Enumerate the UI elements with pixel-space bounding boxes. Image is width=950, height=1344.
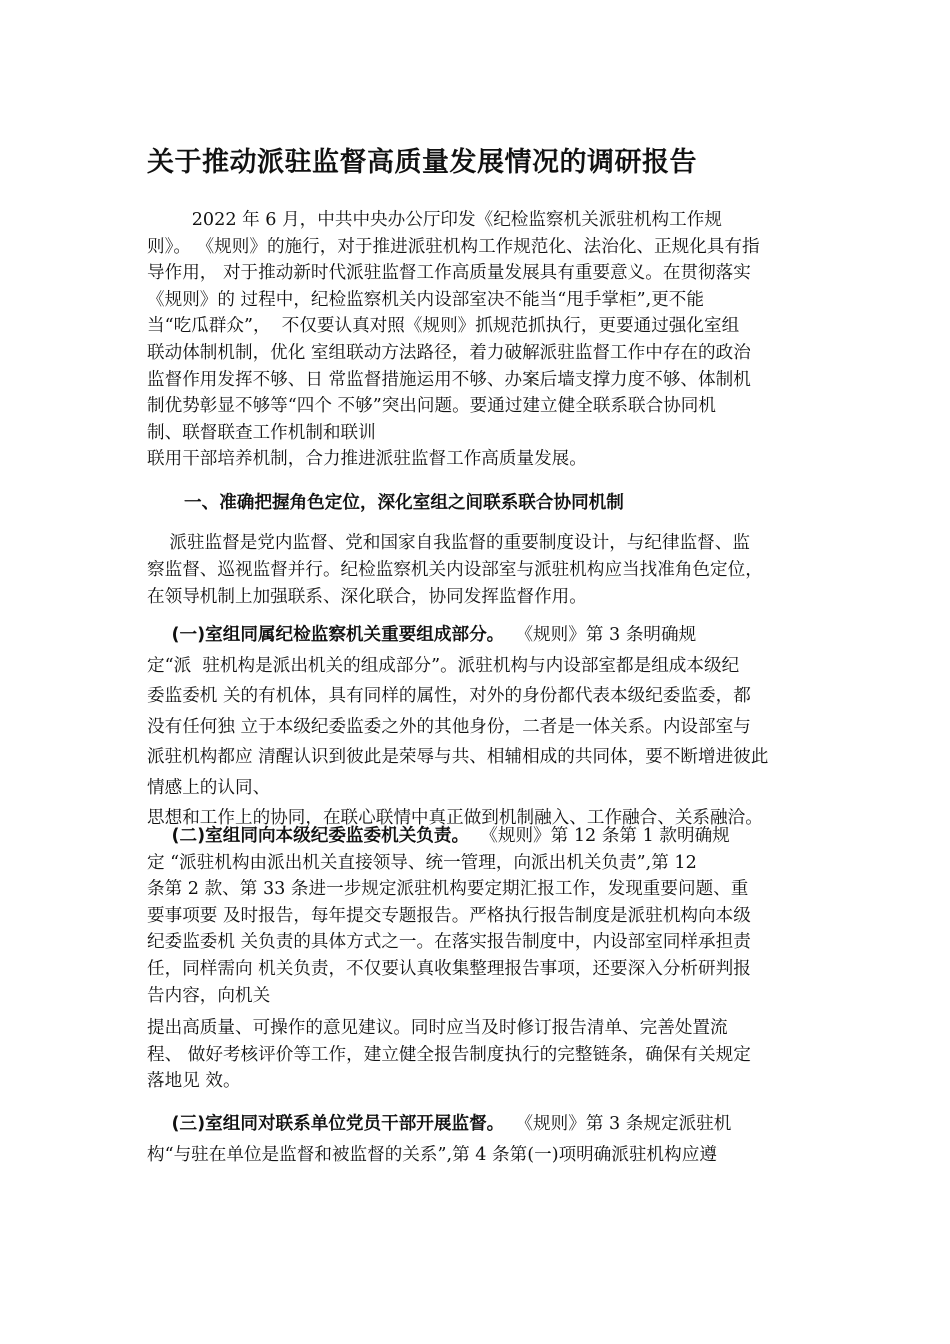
- intro-paragraph: [147, 207, 813, 473]
- text-line: 任，同样需向 机关负责，不仅要认真收集整理报告事项，还要深入分析研判报: [147, 958, 751, 979]
- subsection-2: [147, 823, 813, 1009]
- text-line: 落地见 效。: [147, 1071, 241, 1092]
- report-title: 关于推动派驻监督高质量发展情况的调研报告: [147, 147, 697, 178]
- text-line: 条第 2 款、第 33 条进一步规定派驻机构要定期汇报工作，发现重要问题、重: [147, 879, 749, 900]
- text-line: 派驻监督是党内监督、党和国家自我监督的重要制度设计，与纪律监督、监: [147, 533, 750, 553]
- text-span: 《规则》第 3 条规定派驻机: [504, 1114, 732, 1134]
- text-line: 定“派 驻机构是派出机关的组成部分”。派驻机构与内设部室都是组成本级纪: [147, 655, 740, 676]
- text-line: 《规则》的 过程中，纪检监察机关内设部室决不能当“甩手掌柜”,更不能: [147, 289, 704, 310]
- subsection-3: [147, 1109, 813, 1170]
- text-line: 在领导机制上加强联系、深化联合，协同发挥监督作用。: [147, 587, 587, 607]
- text-line: 委监委机 关的有机体，具有同样的属性，对外的身份都代表本级纪委监委，都: [147, 686, 751, 706]
- text-line: 思想和工作上的协同，在联心联情中真正做到机制融入、工作融合、关系融洽。: [147, 808, 763, 828]
- text-line: 程、 做好考核评价等工作，建立健全报告制度执行的完整链条，确保有关规定: [147, 1044, 751, 1065]
- subsection-first-line: [147, 620, 813, 651]
- text-line: 联动体制机制，优化 室组联动方法路径，着力破解派驻监督工作中存在的政治: [147, 342, 751, 363]
- subsection-heading: (三)室组同对联系单位党员干部开展监督。: [147, 1114, 505, 1134]
- text-line: 则》。 《规则》的施行，对于推进派驻机构工作规范化、法治化、正规化具有指: [147, 236, 760, 257]
- text-line: 提出高质量、可操作的意见建议。同时应当及时修订报告清单、完善处置流: [147, 1018, 728, 1038]
- text-line: 没有任何独 立于本级纪委监委之外的其他身份，二者是一体关系。内设部室与: [147, 716, 751, 737]
- text-line: 察监督、巡视监督并行。纪检监察机关内设部室与派驻机构应当找准角色定位，: [147, 560, 763, 580]
- text-line: 情感上的认同、: [147, 777, 271, 798]
- text-line: 当“吃瓜群众”， 不仅要认真对照《规则》抓规范抓执行，更要通过强化室组: [147, 316, 740, 337]
- subsection-1: [147, 620, 813, 834]
- subsection-first-line: [147, 823, 813, 850]
- subsection-2-continued: [147, 1015, 813, 1095]
- text-line: 导作用， 对于推动新时代派驻监督工作高质量发展具有重要意义。在贯彻落实: [147, 263, 751, 284]
- text-span: 《规则》第 3 条明确规: [504, 625, 697, 645]
- subsection-heading: (一)室组同属纪检监察机关重要组成部分。: [147, 625, 505, 645]
- text-line: 定 “派驻机构由派出机关直接领导、统一管理，向派出机关负责”,第 12: [147, 852, 697, 873]
- text-line: 制优势彰显不够等“四个 不够”突出问题。要通过建立健全联系联合协同机: [147, 396, 716, 417]
- text-line: 2022 年 6 月，中共中央办公厅印发《纪检监察机关派驻机构工作规: [147, 210, 722, 230]
- text-line: 制、联督联查工作机制和联训: [147, 422, 376, 443]
- text-line: 监督作用发挥不够、日 常监督措施运用不够、办案后墙支撑力度不够、体制机: [147, 369, 751, 390]
- subsection-first-line: [147, 1109, 813, 1140]
- text-line: 纪委监委机 关负责的具体方式之一。在落实报告制度中，内设部室同样承担责: [147, 932, 751, 953]
- section-heading: 一、准确把握角色定位，深化室组之间联系联合协同机制: [184, 493, 624, 513]
- text-line: 要事项要 及时报告，每年提交专题报告。严格执行报告制度是派驻机构向本级: [147, 905, 751, 926]
- text-span: 《规则》第 12 条第 1 款明确规: [469, 826, 730, 846]
- section1-paragraph: [147, 530, 813, 611]
- text-line: 联用干部培养机制，合力推进派驻监督工作高质量发展。: [147, 449, 587, 470]
- text-line: 构“与驻在单位是监督和被监督的关系”,第 4 条第(一)项明确派驻机构应遵: [147, 1144, 717, 1165]
- text-line: 告内容，向机关: [147, 985, 271, 1006]
- subsection-heading: (二)室组同向本级纪委监委机关负责。: [147, 826, 470, 846]
- text-line: 派驻机构都应 清醒认识到彼此是荣辱与共、相辅相成的共同体，要不断增进彼此: [147, 747, 769, 767]
